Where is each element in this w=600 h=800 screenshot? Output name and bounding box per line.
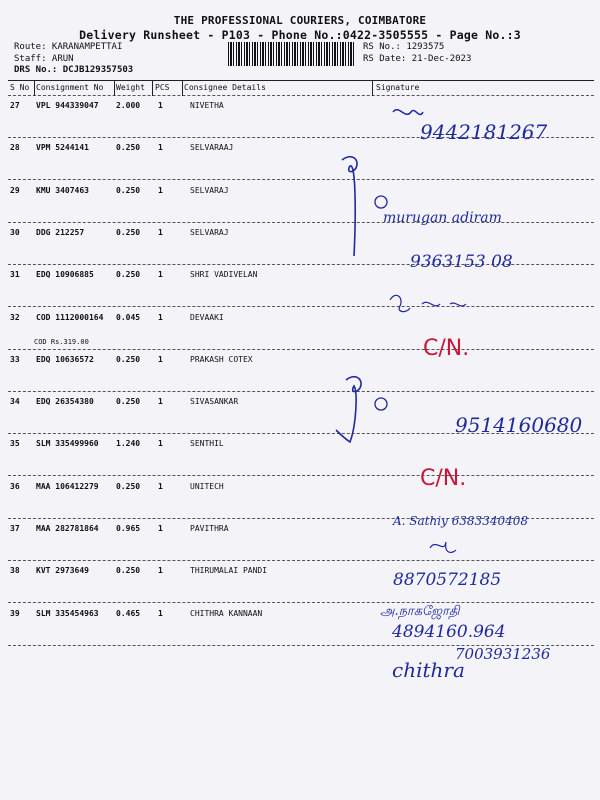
row-sno: 35 xyxy=(10,439,20,449)
row-pcs: 1 xyxy=(158,227,163,237)
row-consignee: SHRI VADIVELAN xyxy=(190,270,258,280)
row-sno: 32 xyxy=(10,312,20,322)
row-pcs: 1 xyxy=(158,481,163,491)
row-weight: 0.045 xyxy=(116,312,141,322)
row-consignment-no: SLM 335499960 xyxy=(36,439,99,449)
row-sno: 29 xyxy=(10,185,20,195)
row-weight: 0.965 xyxy=(116,524,141,533)
row-weight: 1.240 xyxy=(116,439,141,449)
row-sno: 37 xyxy=(10,524,20,533)
cn-mark: C/N. xyxy=(423,336,470,361)
row-consignee: SELVARAJ xyxy=(190,185,229,195)
row-pcs: 1 xyxy=(158,397,163,407)
row-consignee: PRAKASH COTEX xyxy=(190,354,253,364)
row-weight: 0.250 xyxy=(116,397,141,407)
cod-amount: COD Rs.319.00 xyxy=(34,337,89,346)
row-consignee: SENTHIL xyxy=(190,439,224,449)
col-sno: S No xyxy=(10,83,30,92)
row-consignee: SIVASANKAR xyxy=(190,397,239,407)
row-pcs: 1 xyxy=(158,185,163,195)
row-consignee: DEVAAKI xyxy=(190,312,224,322)
row-weight: 2.000 xyxy=(116,101,141,110)
handwritten-phone: 4894160.964 xyxy=(392,622,506,642)
rs-date: RS Date: 21-Dec-2023 xyxy=(363,54,472,64)
row-pcs: 1 xyxy=(158,101,163,110)
row-weight: 0.465 xyxy=(116,608,141,618)
row-weight: 0.250 xyxy=(116,270,141,280)
row-pcs: 1 xyxy=(158,270,163,280)
col-consignee: Consignee Details xyxy=(184,83,266,92)
col-signature: Signature xyxy=(376,83,420,92)
row-pcs: 1 xyxy=(158,354,163,364)
row-weight: 0.250 xyxy=(116,354,141,364)
row-consignment-no: KVT 2973649 xyxy=(36,566,89,576)
col-weight: Weight xyxy=(116,83,145,92)
row-consignment-no: VPL 944339047 xyxy=(36,101,99,110)
row-weight: 0.250 xyxy=(116,481,141,491)
row-consignment-no: EDQ 26354380 xyxy=(36,397,94,407)
row-pcs: 1 xyxy=(158,524,163,533)
company-title: THE PROFESSIONAL COURIERS, COIMBATORE xyxy=(173,14,427,27)
row-pcs: 1 xyxy=(158,143,163,153)
row-consignment-no: SLM 335454963 xyxy=(36,608,99,618)
row-pcs: 1 xyxy=(158,439,163,449)
row-weight: 0.250 xyxy=(116,227,141,237)
runsheet-subtitle: Delivery Runsheet - P103 - Phone No.:0422-3505555 - Page No.:3 xyxy=(79,28,521,42)
row-sno: 31 xyxy=(10,270,20,280)
col-pcs: PCS xyxy=(155,83,170,92)
handwritten-phone: 9442181267 xyxy=(420,120,548,144)
row-sno: 27 xyxy=(10,101,20,110)
row-weight: 0.250 xyxy=(116,566,141,576)
row-consignee: CHITHRA KANNAAN xyxy=(190,608,263,618)
row-consignee: PAVITHRA xyxy=(190,524,229,533)
row-sno: 33 xyxy=(10,354,20,364)
row-consignee: UNITECH xyxy=(190,481,224,491)
row-weight: 0.250 xyxy=(116,185,141,195)
row-consignee: SELVARAAJ xyxy=(190,143,234,153)
row-sno: 36 xyxy=(10,481,20,491)
row-consignment-no: MAA 106412279 xyxy=(36,481,99,491)
row-consignment-no: EDQ 10906885 xyxy=(36,270,94,280)
handwritten-name: அ.நாகஜோதி xyxy=(380,604,460,619)
handwritten-name: murugan adiram xyxy=(383,210,502,226)
staff-label: Staff: ARUN xyxy=(14,54,74,64)
row-consignment-no: DDG 212257 xyxy=(36,227,85,237)
row-consignment-no: COD 1112000164 xyxy=(36,312,104,322)
row-consignee: THIRUMALAI PANDI xyxy=(190,566,268,576)
drs-label: DRS No.: DCJB129357503 xyxy=(14,65,134,75)
row-weight: 0.250 xyxy=(116,143,141,153)
row-sno: 38 xyxy=(10,566,20,576)
row-consignment-no: EDQ 10636572 xyxy=(36,354,94,364)
handwritten-signature: A. Sathiy 6383340408 xyxy=(393,514,528,528)
cn-mark: C/N. xyxy=(420,466,467,491)
row-pcs: 1 xyxy=(158,608,163,618)
row-consignment-no: MAA 282781864 xyxy=(36,524,99,533)
row-sno: 39 xyxy=(10,608,20,618)
handwritten-phone: 9514160680 xyxy=(455,413,583,437)
row-consignee: NIVETHA xyxy=(190,101,224,110)
col-consignment: Consignment No xyxy=(36,83,104,92)
row-sno: 30 xyxy=(10,227,20,237)
handwritten-phone: 8870572185 xyxy=(393,570,502,590)
row-pcs: 1 xyxy=(158,566,163,576)
rs-number: RS No.: 1293575 xyxy=(363,42,445,52)
row-sno: 28 xyxy=(10,143,20,153)
handwritten-signature: chithra xyxy=(392,658,465,682)
handwritten-phone: 7003931236 xyxy=(455,645,551,663)
row-consignee: SELVARAJ xyxy=(190,227,229,237)
route-label: Route: KARANAMPETTAI xyxy=(14,42,123,52)
handwritten-phone: 9363153 08 xyxy=(410,252,513,272)
row-consignment-no: VPM 5244141 xyxy=(36,143,89,153)
row-consignment-no: KMU 3407463 xyxy=(36,185,89,195)
row-pcs: 1 xyxy=(158,312,163,322)
row-sno: 34 xyxy=(10,397,20,407)
